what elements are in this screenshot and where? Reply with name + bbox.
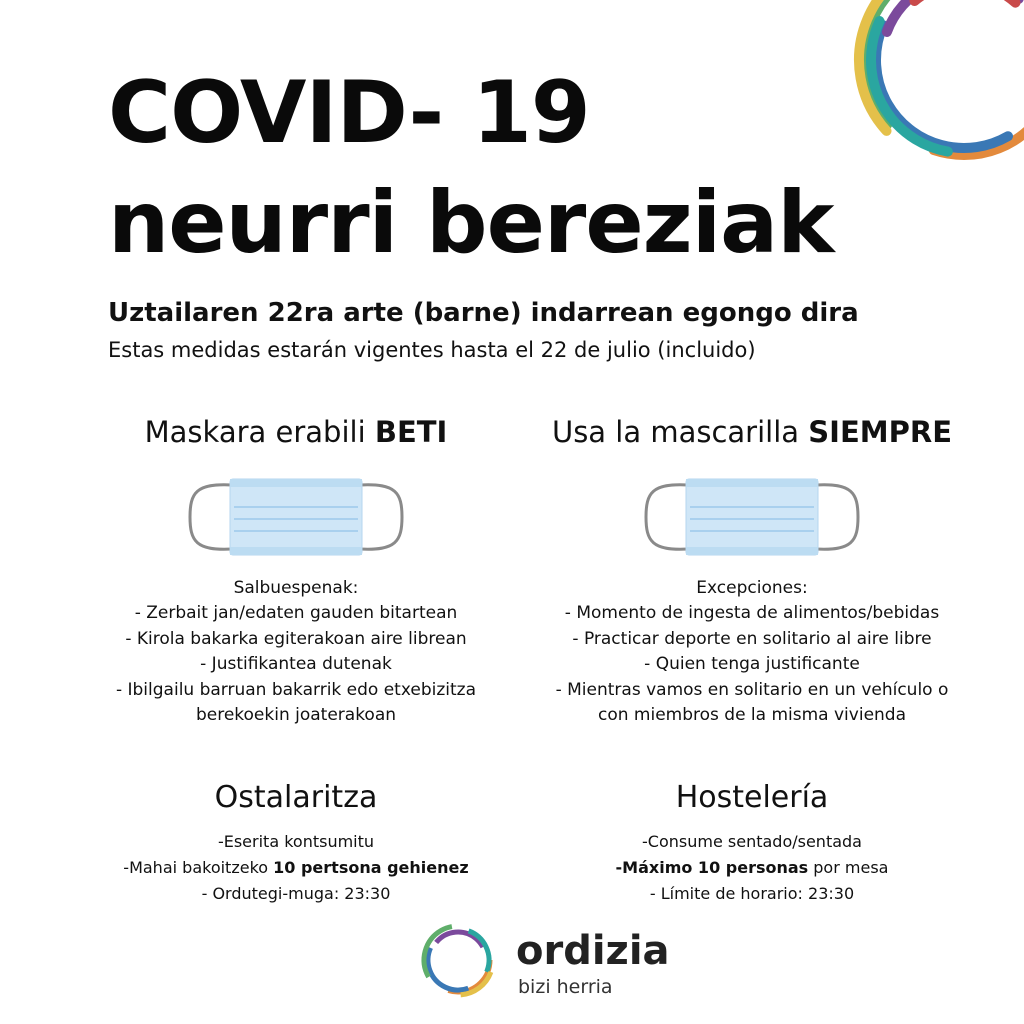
exceptions-title-spanish: Excepciones: (696, 578, 808, 598)
hospitality-section-spanish (512, 780, 992, 907)
hospitality-line-1-basque: -Eserita kontsumitu (217, 832, 375, 851)
list-item: - Zerbait jan/edaten gauden bitartean (134, 603, 458, 623)
list-item: - Kirola bakarka egiterakoan aire librean (125, 628, 467, 649)
list-item: berekoekin joaterakoan (195, 705, 397, 725)
title-line-2: neurri bereziak (108, 173, 834, 273)
mask-heading-basque (56, 415, 536, 449)
list-item: - Ibilgailu barruan bakarrik edo etxebizitza (115, 679, 477, 700)
mask-heading-basque-bold: BETI (374, 415, 448, 449)
face-mask-icon (186, 477, 406, 557)
hospitality-line-2-spanish-bold: -Máximo 10 personas (615, 858, 809, 877)
hospitality-line-3-spanish: - Límite de horario: 23:30 (649, 884, 855, 903)
list-item: - Momento de ingesta de alimentos/bebidas (564, 603, 940, 623)
hospitality-section-basque (56, 780, 536, 907)
hospitality-title-spanish: Hostelería (675, 780, 829, 815)
subtitle-basque: Uztailaren 22ra arte (barne) indarrean egongo dira (108, 298, 859, 328)
list-item: - Practicar deporte en solitario al aire libre (572, 628, 932, 649)
face-mask-icon (642, 477, 862, 557)
exceptions-list-basque (56, 601, 536, 729)
hospitality-line-2-basque (56, 855, 536, 881)
mask-section-basque (56, 415, 536, 729)
list-item: - Quien tenga justificante (644, 654, 860, 674)
hospitality-title-basque: Ostalaritza (214, 780, 378, 815)
hospitality-line-3-basque: - Ordutegi-muga: 23:30 (201, 884, 391, 903)
ordizia-logo (416, 922, 676, 1002)
hospitality-line-2-basque-bold: 10 pertsona gehienez (273, 858, 469, 877)
mask-heading-spanish (512, 415, 992, 449)
list-item: con miembros de la misma vivienda (597, 705, 907, 725)
title-line-1: COVID- 19 (108, 63, 590, 163)
hospitality-line-2-basque-text: -Mahai bakoitzeko (123, 858, 274, 877)
exceptions-title-basque: Salbuespenak: (233, 578, 359, 598)
subtitle-spanish: Estas medidas estarán vigentes hasta el 22 de julio (incluido) (108, 338, 756, 362)
hospitality-line-2-spanish (512, 855, 992, 881)
mask-section-spanish (512, 415, 992, 729)
hospitality-line-1-spanish: -Consume sentado/sentada (642, 832, 862, 851)
page-title (108, 58, 833, 278)
mask-heading-basque-text: Maskara erabili (144, 415, 375, 449)
mask-heading-spanish-bold: SIEMPRE (808, 415, 953, 449)
list-item: - Mientras vamos en solitario en un vehículo o (555, 679, 949, 700)
decorative-swirl-icon (834, 0, 1024, 190)
list-item: - Justifikantea dutenak (200, 654, 392, 674)
hospitality-line-2-spanish-text: por mesa (808, 858, 889, 877)
logo-tagline: bizi herria (518, 976, 613, 998)
exceptions-list-spanish (512, 601, 992, 729)
ordizia-swirl-icon (416, 918, 500, 1002)
mask-heading-spanish-text: Usa la mascarilla (551, 415, 809, 449)
logo-wordmark: ordizia (516, 928, 670, 974)
